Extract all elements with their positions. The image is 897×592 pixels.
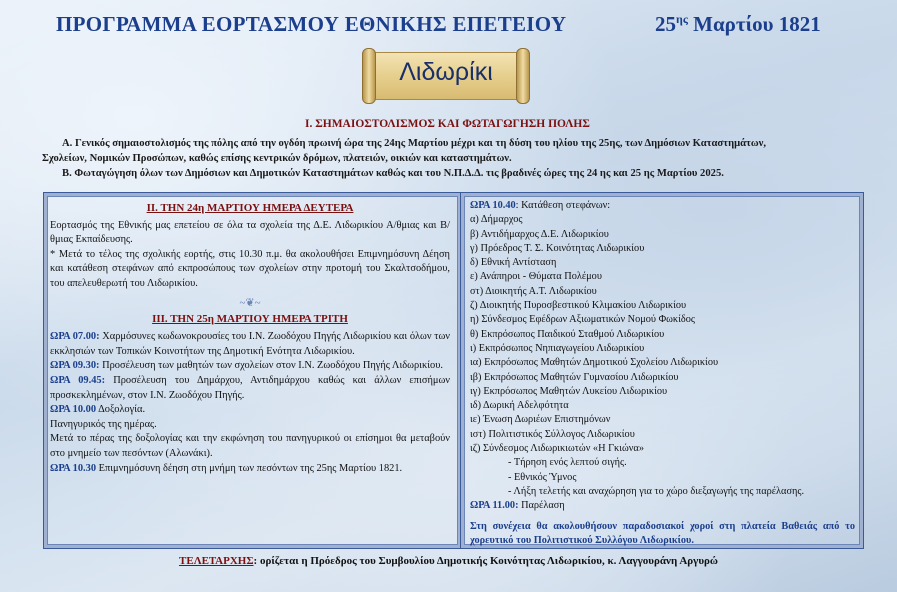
date-rest: Μαρτίου 1821 [687, 12, 821, 36]
section3-item-0: ΩΡΑ 07.00: Χαρμόσυνες κωδωνοκρουσίες του Ι.Ν. Ζωοδόχου Πηγής Λιδωρικίου και όλων των εκκλησιών των Τοπικών Κοινοτήτων της Δημοτική Ενότητα Λιδωρικίου. [50, 331, 450, 357]
wreath-item: ιγ) Εκπρόσωπος Μαθητών Λυκείου Λιδωρικίου [470, 385, 668, 397]
wreath-item: ιδ) Δωρική Αδελφότητα [470, 400, 569, 412]
wreath-item: ιστ) Πολιτιστικός Σύλλογος Λιδωρικίου [470, 428, 635, 440]
section2-p1: Εορτασμός της Εθνικής μας επετείου σε όλα τα σχολεία της Δ.Ε. Λιδωρικίου Α/θμιας και Β/θμιας Εκπαίδευσης. [50, 219, 450, 246]
wreath-item: ιζ) Σύνδεσμος Λιδωρικιωτών «Η Γκιώνα» [470, 443, 644, 455]
page-title: ΠΡΟΓΡΑΜΜΑ ΕΟΡΤΑΣΜΟΥ ΕΘΝΙΚΗΣ ΕΠΕΤΕΙΟΥ [56, 12, 567, 36]
section3-after: Μετά το πέρας της δοξολογίας και την εκφώνηση του πανηγυρικού οι επίσημοι θα μεταβούν στο μνημείο των πεσόντων (Αλωνάκι). [50, 433, 450, 459]
wreath-item: γ) Πρόεδρος Τ. Σ. Κοινότητας Λιδωρικίου [470, 242, 645, 254]
header [0, 8, 897, 42]
wreath-sub-list [470, 456, 855, 499]
section3-panegyric: Πανηγυρικός της ημέρας. [50, 418, 157, 430]
section3-heading: ΙΙΙ. ΤΗΝ 25η ΜΑΡΤΙΟΥ ΗΜΕΡΑ ΤΡΙΤΗ [152, 312, 348, 325]
wreath-item: ζ) Διοικητής Πυροσβεστικού Κλιμακίου Λιδωρικίου [470, 300, 687, 312]
left-column [50, 201, 450, 476]
wreath-item: ι) Εκπρόσωπος Νηπιαγωγείου Λιδωρικίου [470, 342, 645, 354]
footer-text: : ορίζεται η Πρόεδρος του Συμβουλίου Δημοτικής Κοινότητας Λιδωρικίου, κ. Λαγγουράνη Αργυρώ [253, 555, 718, 567]
section3-item-1: ΩΡΑ 09.30: Προσέλευση των μαθητών των σχολείων στον Ι.Ν. Ζωοδόχου Πηγής Λιδωρικίου. [50, 360, 443, 372]
title-date [655, 12, 821, 37]
ornament-divider: ~❦~ [239, 296, 261, 309]
wreath-item: ιβ) Εκπρόσωπος Μαθητών Γυμνασίου Λιδωρικίου [470, 371, 679, 383]
section3-item-2: ΩΡΑ 09.45: Προσέλευση του Δημάρχου, Αντιδημάρχου καθώς και άλλων επισήμων προσκεκλημένων, στον Ι.Ν. Ζωοδόχου Πηγής. [50, 374, 450, 401]
wreaths-header: ΩΡΑ 10.40: Κατάθεση στεφάνων: [470, 200, 611, 211]
wreath-sub-item: - Εθνικός Ύμνος [508, 471, 577, 483]
wreath-item: α) Δήμαρχος [470, 214, 523, 226]
section2-heading: ΙΙ. ΤΗΝ 24η ΜΑΡΤΙΟΥ ΗΜΕΡΑ ΔΕΥΤΕΡΑ [146, 202, 354, 214]
section1-line-a2: Σχολείων, Νομικών Προσώπων, καθώς επίσης κεντρικών δρόμων, πλατειών, οικιών και καταστημάτων. [42, 153, 512, 164]
section3-memorial: ΩΡΑ 10.30 Επιμνημόσυνη δέηση στη μνήμη των πεσόντων της 25ης Μαρτίου 1821. [50, 462, 403, 474]
wreath-item: δ) Εθνική Αντίσταση [470, 257, 557, 269]
date-sup: ης [676, 12, 688, 26]
footer-label: ΤΕΛΕΤΑΡΧΗΣ [179, 555, 254, 567]
town-scroll-banner [362, 48, 530, 104]
final-note: Στη συνέχεια θα ακολουθήσουν παραδοσιακοί χοροί στη πλατεία Βαθειάς από το χορευτικό του Πολιτιστικού Συλλόγου Λιδωρικίου. [470, 520, 855, 546]
section1-heading: Ι. ΣΗΜΑΙΟΣΤΟΛΙΣΜΟΣ ΚΑΙ ΦΩΤΑΓΩΓΗΣΗ ΠΟΛΗΣ [305, 118, 590, 130]
right-column [470, 199, 855, 548]
section1-line-b: Β. Φωταγώγηση όλων των Δημόσιων και Δημοτικών Καταστημάτων καθώς και του Ν.Π.Δ.Δ. τις βραδινές ώρες της 24 ης και 25 ης Μαρτίου 2025. [62, 168, 724, 179]
wreath-list [470, 213, 855, 456]
wreath-item: ε) Ανάπηροι - Θύματα Πολέμου [470, 271, 602, 283]
wreath-item: ιε) Ένωση Δωριέων Επιστημόνων [470, 414, 611, 426]
section1-body [30, 136, 874, 181]
wreath-item: θ) Εκπρόσωπος Παιδικού Σταθμού Λιδωρικίου [470, 328, 665, 340]
town-name: Λιδωρίκι [399, 58, 493, 86]
wreath-sub-item: - Λήξη τελετής και αναχώρηση για το χώρο διεξαγωγής της παρέλασης. [508, 485, 805, 497]
section2-p2: * Μετά το τέλος της σχολικής εορτής, στις 10.30 π.μ. θα ακολουθήσει Επιμνημόσυνη Δέηση και κατάθεση στεφάνων από εκπροσώπους των σχολείων στην προτομή του Σκαλτσοδήμου, του απελευθερωτή του Λιδωρικίου. [50, 248, 450, 289]
wreath-sub-item: - Τήρηση ενός λεπτού σιγής. [508, 457, 627, 469]
wreath-item: β) Αντιδήμαρχος Δ.Ε. Λιδωρικίου [470, 228, 609, 240]
parade-line: ΩΡΑ 11.00: Παρέλαση [470, 500, 565, 512]
date-num: 25 [655, 12, 676, 36]
footer [0, 555, 897, 567]
wreath-item: στ) Διοικητής Α.Τ. Λιδωρικίου [470, 285, 597, 297]
wreath-item: η) Σύνδεσμος Εφέδρων Αξιωματικών Νομού Φωκίδος [470, 314, 695, 326]
section3-item-3: ΩΡΑ 10.00 Δοξολογία. [50, 404, 146, 416]
section1-line-a1: Α. Γενικός σημαιοστολισμός της πόλης από την ογδόη πρωινή ώρα της 24ης Μαρτίου μέχρι και τη δύση του ηλίου της 25ης, των Δημόσιων Καταστημάτων, [62, 138, 767, 149]
wreath-item: ια) Εκπρόσωπος Μαθητών Δημοτικού Σχολείου Λιδωρικίου [470, 357, 719, 369]
